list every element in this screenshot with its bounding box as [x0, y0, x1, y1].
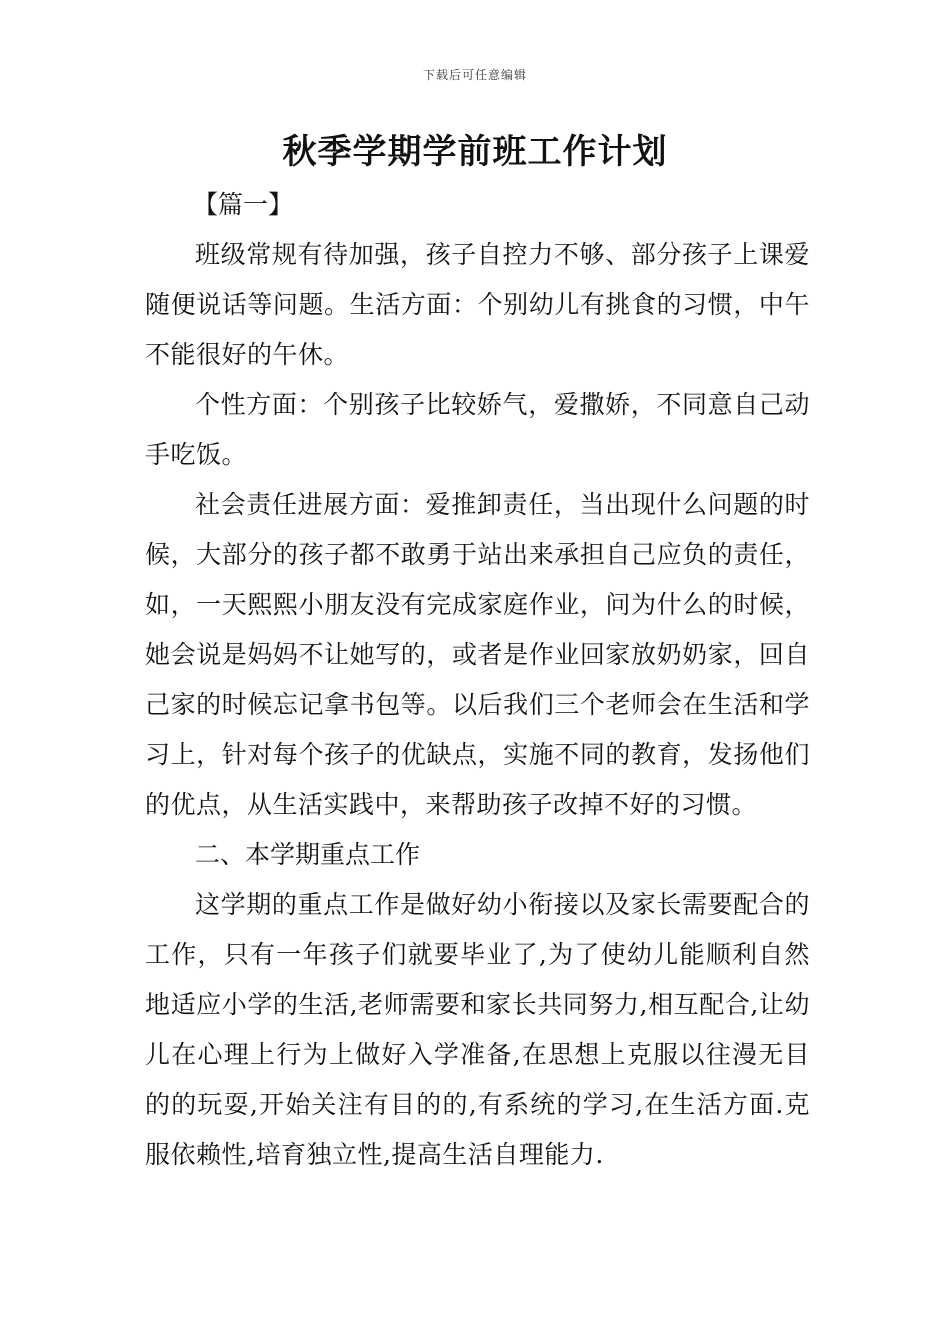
section-heading: 二、本学期重点工作 [195, 840, 421, 869]
header-note: 下载后可任意编辑 [422, 68, 527, 82]
section-label: 【篇一】 [193, 190, 294, 219]
paragraph-2: 个性方面：个别孩子比较娇气，爱撒娇，不同意自己动手吃饭。 [145, 390, 810, 469]
paragraph-3: 社会责任进展方面：爱推卸责任，当出现什么问题的时候，大部分的孩子都不敢勇于站出来承担自己应负的责任，如，一天熙熙小朋友没有完成家庭作业，问为什么的时候，她会说是妈妈不让她写的，或者是作业回家放奶奶家，回自己家的时候忘记拿书包等。以后我们三个老师会在生活和学习上，针对每个孩子的优缺点，实施不同的教育，发扬他们的优点，从生活实践中，来帮助孩子改掉不好的习惯。 [145, 490, 810, 819]
document-body [145, 180, 810, 1180]
paragraph-1: 班级常规有待加强，孩子自控力不够、部分孩子上课爱随便说话等问题。生活方面：个别幼儿有挑食的习惯，中午不能很好的午休。 [145, 240, 810, 369]
paragraph-4: 这学期的重点工作是做好幼小衔接以及家长需要配合的工作，只有一年孩子们就要毕业了,为了使幼儿能顺利自然地适应小学的生活,老师需要和家长共同努力,相互配合,让幼儿在心理上行为上做好入学准备,在思想上克服以往漫无目的的玩耍,开始关注有目的的,有系统的学习,在生活方面.克服依赖性,培育独立性,提高生活自理能力. [145, 890, 810, 1169]
page-title: 秋季学期学前班工作计划 [282, 132, 668, 172]
